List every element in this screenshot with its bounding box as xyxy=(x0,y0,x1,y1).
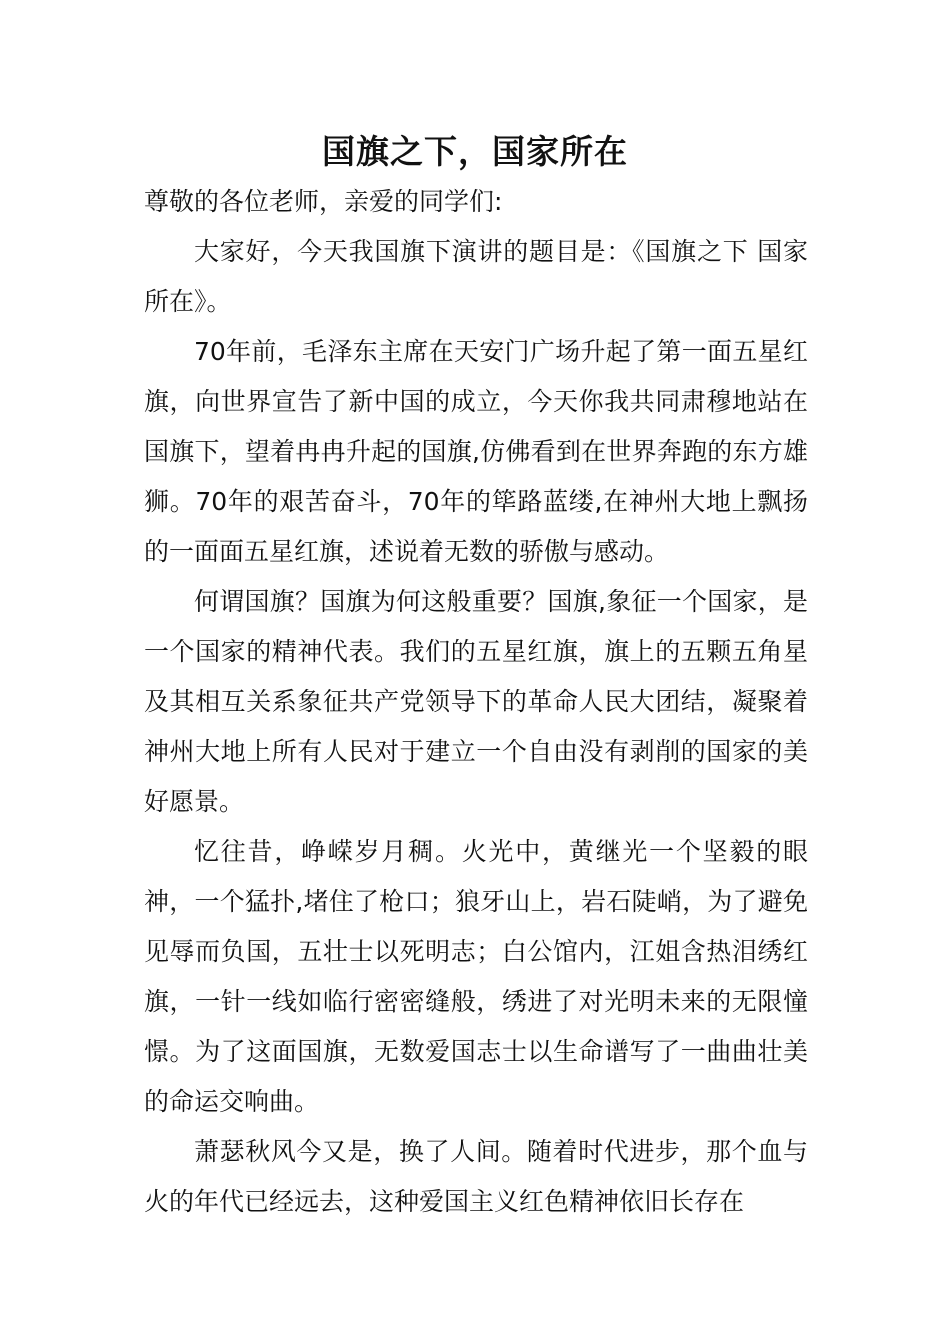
paragraph-present: 萧瑟秋风今又是，换了人间。随着时代进步，那个血与火的年代已经远去，这种爱国主义红色精神依旧长存在 xyxy=(144,1137,808,1216)
paragraph-history: 70年前，毛泽东主席在天安门广场升起了第一面五星红旗，向世界宣告了新中国的成立，今天你我共同肃穆地站在国旗下，望着冉冉升起的国旗,仿佛看到在世界奔跑的东方雄狮。70年的艰苦奋斗，70年的筚路蓝缕,在神州大地上飘扬的一面面五星红旗，述说着无数的骄傲与感动。 xyxy=(144,337,808,566)
document-title: 国旗之下，国家所在 xyxy=(322,132,628,171)
document-body xyxy=(144,177,808,1227)
paragraph-heroes: 忆往昔，峥嵘岁月稠。火光中，黄继光一个坚毅的眼神，一个猛扑,堵住了枪口；狼牙山上，岩石陡峭，为了避免见辱而负国，五壮士以死明志；白公馆内，江姐含热泪绣红旗，一针一线如临行密密缝般，绣进了对光明未来的无限憧憬。为了这面国旗，无数爱国志士以生命谱写了一曲曲壮美的命运交响曲。 xyxy=(144,837,808,1116)
salutation: 尊敬的各位老师，亲爱的同学们: xyxy=(144,187,503,216)
paragraph-flag-meaning: 何谓国旗？国旗为何这般重要？国旗,象征一个国家，是一个国家的精神代表。我们的五星红旗，旗上的五颗五角星及其相互关系象征共产党领导下的革命人民大团结，凝聚着神州大地上所有人民对于建立一个自由没有剥削的国家的美好愿景。 xyxy=(144,587,808,816)
paragraph-opening: 大家好，今天我国旗下演讲的题目是：《国旗之下 国家所在》。 xyxy=(144,237,808,316)
